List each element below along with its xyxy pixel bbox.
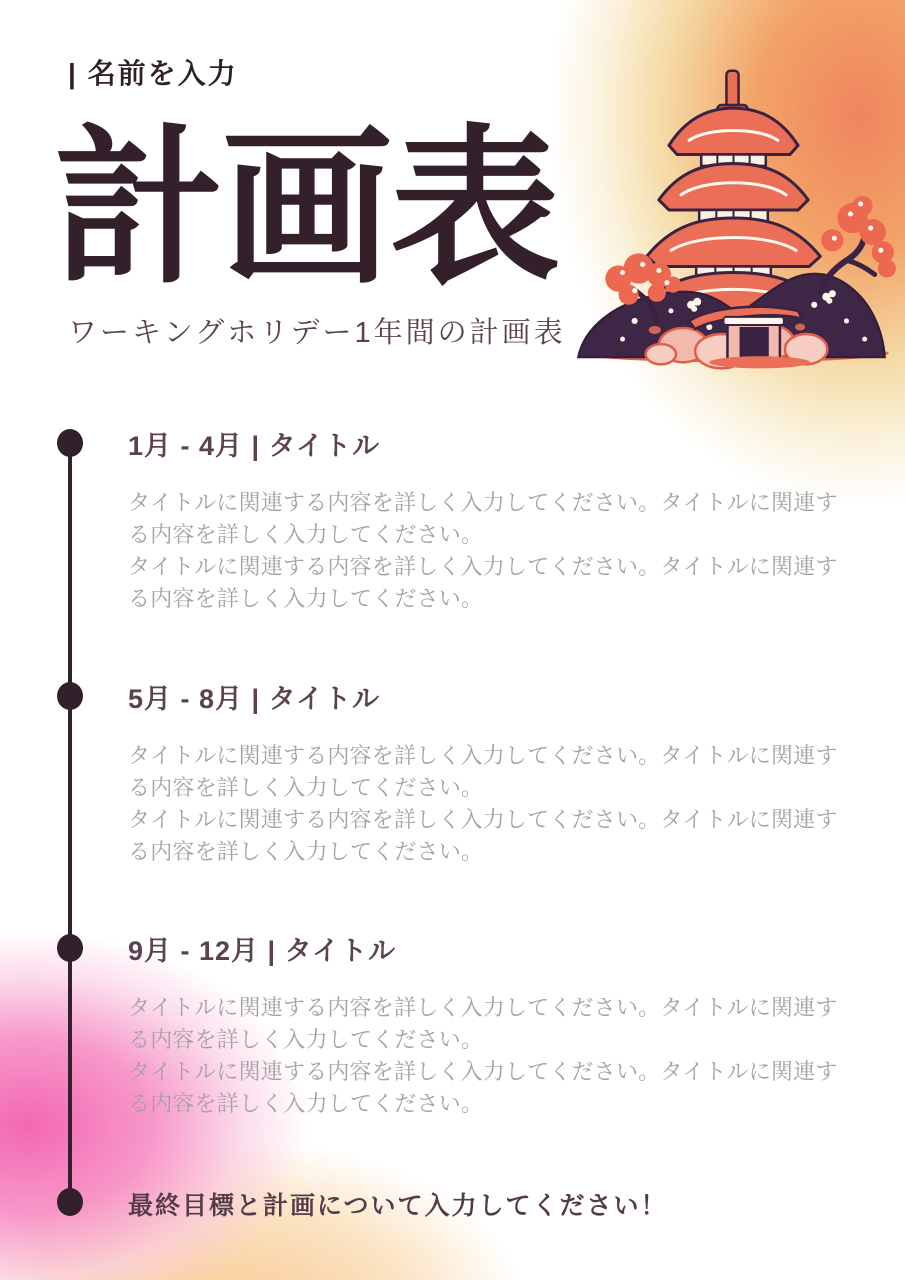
final-goal-note: 最終目標と計画について入力してください！ [128, 1192, 668, 1220]
timeline-entry [128, 677, 844, 868]
entry-body: タイトルに関連する内容を詳しく入力してください。タイトルに関連する内容を詳しく入力してください。 [128, 554, 838, 611]
timeline-entry [128, 929, 844, 1120]
entry-title: 5月 - 8月 | タイトル [128, 684, 381, 714]
entry-title: 9月 - 12月 | タイトル [128, 936, 397, 966]
timeline-line [68, 443, 72, 1203]
timeline-dot [57, 682, 83, 710]
entry-body: タイトルに関連する内容を詳しく入力してください。タイトルに関連する内容を詳しく入力してください。 [128, 490, 838, 547]
entry-body: タイトルに関連する内容を詳しく入力してください。タイトルに関連する内容を詳しく入力してください。 [128, 1059, 838, 1116]
page-subtitle: ワーキングホリデー1年間の計画表 [68, 317, 566, 349]
timeline-dot [57, 934, 83, 962]
timeline-dot [57, 1188, 83, 1216]
pagoda-illustration [562, 56, 905, 370]
entry-body: タイトルに関連する内容を詳しく入力してください。タイトルに関連する内容を詳しく入力してください。 [128, 743, 838, 800]
name-placeholder: | 名前を入力 [68, 58, 238, 89]
timeline-entry [128, 424, 844, 615]
entry-body: タイトルに関連する内容を詳しく入力してください。タイトルに関連する内容を詳しく入力してください。 [128, 995, 838, 1052]
entry-body: タイトルに関連する内容を詳しく入力してください。タイトルに関連する内容を詳しく入力してください。 [128, 807, 838, 864]
timeline-dot [57, 429, 83, 457]
entry-title: 1月 - 4月 | タイトル [128, 431, 381, 461]
page-title: 計画表 [54, 114, 559, 304]
